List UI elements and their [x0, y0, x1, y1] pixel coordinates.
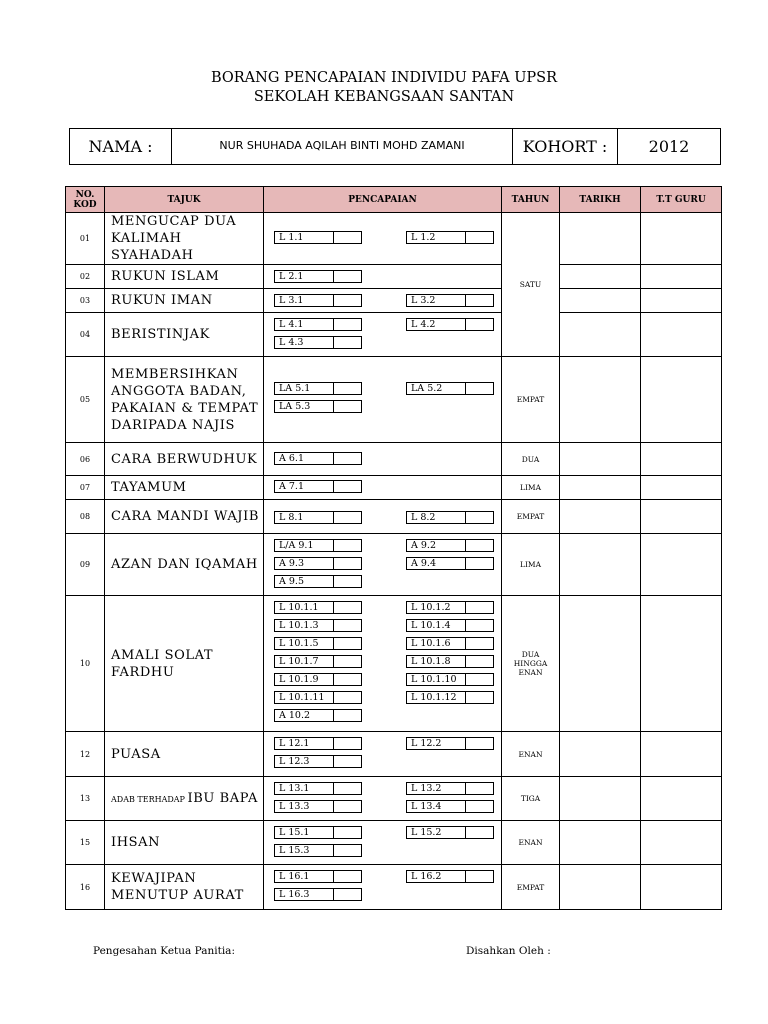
achievement-box[interactable] — [274, 480, 362, 493]
achievement-box[interactable] — [406, 231, 494, 244]
achievement-box[interactable] — [274, 318, 362, 331]
achievement-mark-cell[interactable] — [465, 512, 466, 523]
achievement-code: L 2.1 — [279, 271, 304, 282]
row-tt-guru[interactable] — [641, 534, 722, 596]
row-pencapaian — [264, 357, 502, 443]
achievement-mark-cell[interactable] — [333, 453, 334, 464]
row-tajuk: MEMBERSIHKAN ANGGOTA BADAN, PAKAIAN & TEMPAT DARIPADA NAJIS — [105, 357, 264, 443]
achievement-box[interactable] — [274, 800, 362, 813]
row-tajuk: MENGUCAP DUA KALIMAH SYAHADAH — [105, 213, 264, 265]
table-row — [66, 265, 722, 289]
achievement-mark-cell[interactable] — [465, 638, 466, 649]
achievement-box[interactable] — [406, 511, 494, 524]
achievement-code: L 3.1 — [279, 295, 304, 306]
achievement-box[interactable] — [406, 826, 494, 839]
row-pencapaian — [264, 500, 502, 534]
achievement-mark-cell[interactable] — [465, 801, 466, 812]
achievement-mark-cell[interactable] — [465, 871, 466, 882]
achievement-mark-cell[interactable] — [465, 620, 466, 631]
achievement-code: L/A 9.1 — [279, 540, 314, 551]
row-tajuk: IHSAN — [105, 821, 264, 865]
row-tajuk-main: IBU BAPA — [187, 790, 258, 806]
row-tajuk — [105, 777, 264, 821]
table-row — [66, 313, 722, 357]
achievement-code: L 1.2 — [411, 232, 436, 243]
row-kod: 03 — [66, 289, 105, 313]
achievement-box[interactable] — [274, 336, 362, 349]
achievement-box[interactable] — [274, 637, 362, 650]
row-tarikh[interactable] — [560, 265, 641, 289]
footer-disahkan-oleh: Disahkan Oleh : — [466, 945, 551, 957]
achievement-mark-cell[interactable] — [333, 232, 334, 243]
achievement-code: L 10.1.10 — [411, 674, 457, 685]
table-row — [66, 821, 722, 865]
row-pencapaian — [264, 443, 502, 476]
achievement-code: LA 5.1 — [279, 383, 311, 394]
achievement-mark-cell[interactable] — [333, 827, 334, 838]
achievement-box[interactable] — [274, 755, 362, 768]
row-tt-guru[interactable] — [641, 313, 722, 357]
achievement-code: A 10.2 — [279, 710, 311, 721]
kohort-label: KOHORT : — [513, 129, 618, 165]
achievement-box[interactable] — [274, 294, 362, 307]
table-row — [66, 443, 722, 476]
row-tt-guru[interactable] — [641, 732, 722, 777]
table-row — [66, 534, 722, 596]
achievement-code: L 15.1 — [279, 827, 310, 838]
achievement-box[interactable] — [274, 557, 362, 570]
table-row — [66, 596, 722, 732]
row-tahun: DUA — [502, 443, 560, 476]
achievement-code: L 10.1.11 — [279, 692, 325, 703]
achievement-box[interactable] — [274, 400, 362, 413]
kohort-value: 2012 — [618, 129, 721, 165]
achievement-mark-cell[interactable] — [333, 889, 334, 900]
col-no-kod: NO. KOD — [66, 187, 105, 213]
achievement-mark-cell[interactable] — [333, 401, 334, 412]
row-tahun: LIMA — [502, 476, 560, 500]
achievement-code: L 12.1 — [279, 738, 310, 749]
achievement-mark-cell[interactable] — [333, 383, 334, 394]
achievement-mark-cell[interactable] — [333, 871, 334, 882]
row-tarikh[interactable] — [560, 443, 641, 476]
row-pencapaian — [264, 476, 502, 500]
row-tt-guru[interactable] — [641, 865, 722, 910]
achievement-mark-cell[interactable] — [465, 783, 466, 794]
row-pencapaian — [264, 213, 502, 265]
achievement-code: L 13.2 — [411, 783, 442, 794]
achievement-box[interactable] — [274, 709, 362, 722]
row-tajuk: AZAN DAN IQAMAH — [105, 534, 264, 596]
row-kod: 06 — [66, 443, 105, 476]
col-tahun: TAHUN — [502, 187, 560, 213]
tahun-line: ENAN — [518, 668, 543, 677]
student-header — [69, 128, 721, 165]
achievement-mark-cell[interactable] — [465, 692, 466, 703]
row-tt-guru[interactable] — [641, 443, 722, 476]
achievement-code: A 9.4 — [411, 558, 436, 569]
achievement-box[interactable] — [406, 294, 494, 307]
row-tt-guru[interactable] — [641, 821, 722, 865]
achievement-box[interactable] — [406, 318, 494, 331]
nama-value: NUR SHUHADA AQILAH BINTI MOHD ZAMANI — [172, 129, 513, 165]
table-row — [66, 289, 722, 313]
achievement-mark-cell[interactable] — [333, 295, 334, 306]
achievement-box[interactable] — [406, 539, 494, 552]
achievement-mark-cell[interactable] — [465, 295, 466, 306]
achievement-mark-cell[interactable] — [333, 638, 334, 649]
col-tajuk: TAJUK — [105, 187, 264, 213]
table-row — [66, 732, 722, 777]
row-tarikh[interactable] — [560, 476, 641, 500]
achievement-code: L 13.1 — [279, 783, 310, 794]
row-kod: 10 — [66, 596, 105, 732]
achievement-box[interactable] — [406, 601, 494, 614]
achievement-box[interactable] — [274, 655, 362, 668]
row-pencapaian — [264, 777, 502, 821]
achievement-box[interactable] — [274, 782, 362, 795]
row-pencapaian — [264, 265, 502, 289]
row-kod: 02 — [66, 265, 105, 289]
row-tt-guru[interactable] — [641, 265, 722, 289]
achievement-code: L 10.1.9 — [279, 674, 319, 685]
achievement-mark-cell[interactable] — [333, 845, 334, 856]
achievement-code: L 16.2 — [411, 871, 442, 882]
achievement-mark-cell[interactable] — [333, 783, 334, 794]
row-kod: 09 — [66, 534, 105, 596]
achievement-mark-cell[interactable] — [333, 674, 334, 685]
achievement-box[interactable] — [274, 737, 362, 750]
achievement-mark-cell[interactable] — [465, 558, 466, 569]
table-row — [66, 500, 722, 534]
achievement-box[interactable] — [406, 557, 494, 570]
row-tarikh[interactable] — [560, 500, 641, 534]
row-kod: 08 — [66, 500, 105, 534]
row-tahun — [502, 596, 560, 732]
nama-label: NAMA : — [70, 129, 172, 165]
achievement-code: L 15.2 — [411, 827, 442, 838]
achievement-mark-cell[interactable] — [333, 481, 334, 492]
row-tt-guru[interactable] — [641, 596, 722, 732]
achievement-code: L 10.1.3 — [279, 620, 319, 631]
row-tahun: EMPAT — [502, 500, 560, 534]
achievement-code: LA 5.2 — [411, 383, 443, 394]
row-tahun: EMPAT — [502, 865, 560, 910]
row-tarikh[interactable] — [560, 821, 641, 865]
form-title: BORANG PENCAPAIAN INDIVIDU PAFA UPSR — [210, 70, 558, 86]
row-tajuk: TAYAMUM — [105, 476, 264, 500]
achievement-code: L 15.3 — [279, 845, 310, 856]
table-row — [66, 865, 722, 910]
table-header — [66, 187, 722, 213]
achievement-code: L 10.1.1 — [279, 602, 319, 613]
achievement-code: L 10.1.7 — [279, 656, 319, 667]
row-tahun: EMPAT — [502, 357, 560, 443]
achievement-box[interactable] — [274, 575, 362, 588]
row-tahun: SATU — [502, 213, 560, 357]
row-tajuk: AMALI SOLAT FARDHU — [105, 596, 264, 732]
achievement-box[interactable] — [274, 511, 362, 524]
row-pencapaian — [264, 289, 502, 313]
achievement-box[interactable] — [274, 382, 362, 395]
achievement-box[interactable] — [274, 870, 362, 883]
achievement-mark-cell[interactable] — [465, 656, 466, 667]
table-row — [66, 777, 722, 821]
tahun-line: DUA — [521, 650, 540, 659]
achievement-code: L 12.2 — [411, 738, 442, 749]
row-tarikh[interactable] — [560, 777, 641, 821]
row-kod: 04 — [66, 313, 105, 357]
achievement-code: L 3.2 — [411, 295, 436, 306]
achievement-table — [65, 186, 722, 910]
row-pencapaian — [264, 596, 502, 732]
achievement-code: L 10.1.6 — [411, 638, 451, 649]
achievement-box[interactable] — [406, 691, 494, 704]
row-tahun: LIMA — [502, 534, 560, 596]
row-tajuk: KEWAJIPAN MENUTUP AURAT — [105, 865, 264, 910]
achievement-code: L 16.3 — [279, 889, 310, 900]
row-tahun: ENAN — [502, 732, 560, 777]
achievement-code: L 4.3 — [279, 337, 304, 348]
achievement-mark-cell[interactable] — [465, 738, 466, 749]
row-kod: 15 — [66, 821, 105, 865]
row-pencapaian — [264, 313, 502, 357]
achievement-code: A 9.3 — [279, 558, 304, 569]
achievement-code: L 1.1 — [279, 232, 304, 243]
achievement-box[interactable] — [406, 382, 494, 395]
row-pencapaian — [264, 732, 502, 777]
achievement-code: L 4.2 — [411, 319, 436, 330]
achievement-code: L 10.1.2 — [411, 602, 451, 613]
row-tarikh[interactable] — [560, 357, 641, 443]
col-pencapaian: PENCAPAIAN — [264, 187, 502, 213]
achievement-code: L 10.1.4 — [411, 620, 451, 631]
achievement-box[interactable] — [406, 870, 494, 883]
row-tarikh[interactable] — [560, 313, 641, 357]
achievement-code: L 8.1 — [279, 512, 304, 523]
achievement-mark-cell[interactable] — [465, 232, 466, 243]
achievement-box[interactable] — [406, 782, 494, 795]
achievement-box[interactable] — [274, 826, 362, 839]
achievement-code: A 9.2 — [411, 540, 436, 551]
row-tajuk: CARA BERWUDHUK — [105, 443, 264, 476]
achievement-code: L 8.2 — [411, 512, 436, 523]
row-kod: 07 — [66, 476, 105, 500]
achievement-box[interactable] — [274, 539, 362, 552]
row-tarikh[interactable] — [560, 732, 641, 777]
row-pencapaian — [264, 534, 502, 596]
achievement-mark-cell[interactable] — [333, 576, 334, 587]
row-tarikh[interactable] — [560, 213, 641, 265]
row-kod: 16 — [66, 865, 105, 910]
col-tt-guru: T.T GURU — [641, 187, 722, 213]
achievement-box[interactable] — [274, 231, 362, 244]
row-pencapaian — [264, 821, 502, 865]
achievement-code: A 6.1 — [279, 453, 304, 464]
achievement-mark-cell[interactable] — [465, 540, 466, 551]
row-tt-guru[interactable] — [641, 357, 722, 443]
row-tarikh[interactable] — [560, 865, 641, 910]
achievement-code: A 9.5 — [279, 576, 304, 587]
row-tarikh[interactable] — [560, 596, 641, 732]
row-kod: 13 — [66, 777, 105, 821]
table-row — [66, 476, 722, 500]
row-tajuk-prefix: ADAB TERHADAP — [111, 794, 188, 804]
achievement-box[interactable] — [406, 737, 494, 750]
achievement-mark-cell[interactable] — [333, 801, 334, 812]
row-tarikh[interactable] — [560, 534, 641, 596]
achievement-mark-cell[interactable] — [465, 602, 466, 613]
row-tajuk: PUASA — [105, 732, 264, 777]
achievement-code: A 7.1 — [279, 481, 304, 492]
achievement-mark-cell[interactable] — [465, 674, 466, 685]
row-kod: 05 — [66, 357, 105, 443]
achievement-mark-cell[interactable] — [333, 710, 334, 721]
achievement-mark-cell[interactable] — [333, 756, 334, 767]
achievement-mark-cell[interactable] — [333, 738, 334, 749]
achievement-box[interactable] — [274, 270, 362, 283]
row-tarikh[interactable] — [560, 289, 641, 313]
achievement-box[interactable] — [274, 452, 362, 465]
achievement-mark-cell[interactable] — [333, 319, 334, 330]
achievement-box[interactable] — [406, 619, 494, 632]
achievement-box[interactable] — [274, 601, 362, 614]
achievement-mark-cell[interactable] — [333, 558, 334, 569]
tahun-line: HINGGA — [513, 659, 548, 668]
school-name: SEKOLAH KEBANGSAAN SANTAN — [253, 89, 515, 105]
achievement-mark-cell[interactable] — [333, 271, 334, 282]
row-tahun: TIGA — [502, 777, 560, 821]
achievement-code: L 16.1 — [279, 871, 310, 882]
achievement-box[interactable] — [274, 673, 362, 686]
achievement-mark-cell[interactable] — [465, 827, 466, 838]
achievement-box[interactable] — [274, 844, 362, 857]
row-tt-guru[interactable] — [641, 476, 722, 500]
achievement-mark-cell[interactable] — [333, 540, 334, 551]
row-tt-guru[interactable] — [641, 289, 722, 313]
achievement-code: L 10.1.12 — [411, 692, 457, 703]
footer-ketua-panitia: Pengesahan Ketua Panitia: — [93, 945, 235, 957]
col-tarikh: TARIKH — [560, 187, 641, 213]
achievement-mark-cell[interactable] — [333, 337, 334, 348]
achievement-mark-cell[interactable] — [333, 692, 334, 703]
achievement-mark-cell[interactable] — [333, 602, 334, 613]
table-row — [66, 357, 722, 443]
achievement-box[interactable] — [406, 655, 494, 668]
row-pencapaian — [264, 865, 502, 910]
achievement-mark-cell[interactable] — [333, 620, 334, 631]
achievement-box[interactable] — [274, 619, 362, 632]
achievement-code: L 13.4 — [411, 801, 442, 812]
row-tahun: ENAN — [502, 821, 560, 865]
achievement-box[interactable] — [406, 673, 494, 686]
achievement-mark-cell[interactable] — [333, 656, 334, 667]
achievement-code: L 13.3 — [279, 801, 310, 812]
row-tt-guru[interactable] — [641, 500, 722, 534]
row-tt-guru[interactable] — [641, 213, 722, 265]
achievement-code: L 10.1.8 — [411, 656, 451, 667]
achievement-box[interactable] — [406, 800, 494, 813]
achievement-box[interactable] — [274, 691, 362, 704]
achievement-code: L 10.1.5 — [279, 638, 319, 649]
row-kod: 01 — [66, 213, 105, 265]
achievement-box[interactable] — [274, 888, 362, 901]
row-kod: 12 — [66, 732, 105, 777]
row-tajuk: BERISTINJAK — [105, 313, 264, 357]
row-tajuk: RUKUN IMAN — [105, 289, 264, 313]
achievement-code: L 12.3 — [279, 756, 310, 767]
row-tajuk: CARA MANDI WAJIB — [105, 500, 264, 534]
achievement-code: L 4.1 — [279, 319, 304, 330]
achievement-mark-cell[interactable] — [465, 319, 466, 330]
achievement-mark-cell[interactable] — [465, 383, 466, 394]
achievement-box[interactable] — [406, 637, 494, 650]
table-row — [66, 213, 722, 265]
achievement-code: LA 5.3 — [279, 401, 311, 412]
row-tt-guru[interactable] — [641, 777, 722, 821]
achievement-mark-cell[interactable] — [333, 512, 334, 523]
row-tajuk: RUKUN ISLAM — [105, 265, 264, 289]
